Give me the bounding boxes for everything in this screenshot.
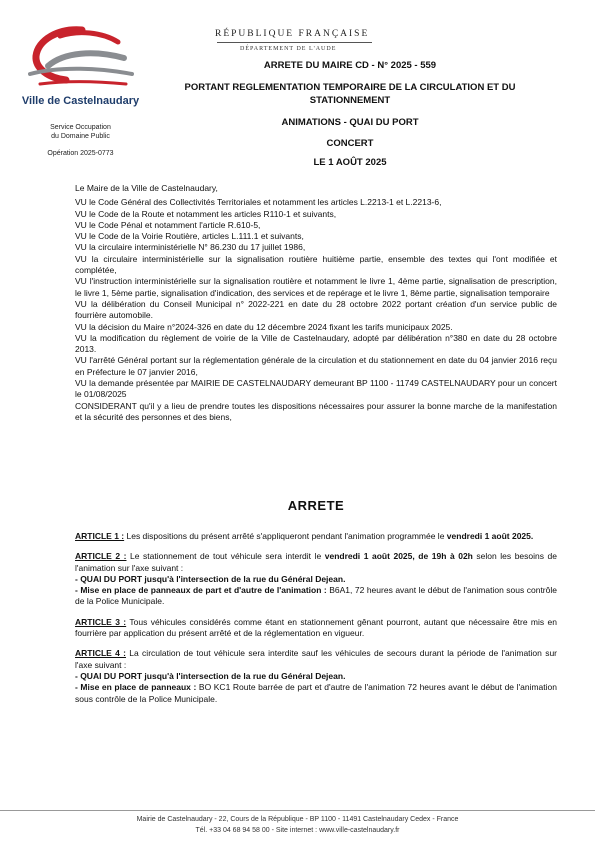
article-3-text: Tous véhicules considérés comme étant en stationnement gênant pourront, autant que nécessaire être mis en fourrière par application du présent arrêté et de la réglementation en vigueur. bbox=[75, 616, 557, 639]
preamble-line: VU le Code de la Voirie Routière, articles L.111.1 et suivants, bbox=[75, 231, 304, 242]
preamble-line: VU la circulaire interministérielle N° 86.230 du 17 juillet 1986, bbox=[75, 242, 306, 253]
preamble-line: VU la modification du règlement de voirie de la Ville de Castelnaudary, adopté par délibération n°380 en date du 28 octobre 2013. bbox=[75, 332, 557, 355]
articles bbox=[75, 531, 557, 705]
department-heading: DÉPARTEMENT DE L'AUDE bbox=[240, 46, 337, 52]
article-4 bbox=[75, 648, 557, 671]
event-date: LE 1 AOÛT 2025 bbox=[313, 157, 387, 168]
article-2-text-2: selon les besoins de l'animation sur l'axe suivant : bbox=[75, 551, 557, 573]
service-line-1: Service Occupation bbox=[50, 124, 111, 131]
preamble-line: VU la circulaire interministérielle sur la signalisation routière huitième partie, ensemble des textes qui l'ont modifiée et complétée, bbox=[75, 253, 557, 276]
event-type: CONCERT bbox=[326, 138, 374, 149]
subject-line-1: PORTANT REGLEMENTATION TEMPORAIRE DE LA CIRCULATION ET DU bbox=[184, 82, 516, 93]
article-1-text: Les dispositions du présent arrêté s'appliqueront pendant l'animation programmée le bbox=[124, 531, 447, 541]
preamble-line: VU la décision du Maire n°2024-326 en date du 12 décembre 2024 fixant les tarifs municipaux 2025. bbox=[75, 321, 453, 332]
operation-number: Opération 2025-0773 bbox=[47, 150, 114, 157]
article-4-axis: - QUAI DU PORT jusqu'à l'intersection de la rue du Général Dejean. bbox=[75, 670, 346, 681]
article-1-label: ARTICLE 1 : bbox=[75, 531, 125, 541]
arrete-number: ARRETE DU MAIRE CD - N° 2025 - 559 bbox=[263, 60, 437, 71]
header-divider bbox=[217, 42, 372, 43]
article-2-axis: - QUAI DU PORT jusqu'à l'intersection de la rue du Général Dejean. bbox=[75, 573, 346, 584]
article-2 bbox=[75, 551, 557, 574]
city-logo-icon bbox=[20, 22, 145, 97]
preamble-line: VU le Code Général des Collectivités Territoriales et notamment les articles L.2213-1 et L.2213-6, bbox=[75, 197, 442, 208]
republic-heading: RÉPUBLIQUE FRANÇAISE bbox=[215, 29, 370, 39]
preamble-line: VU le Code Pénal et notamment l'article R.610-5, bbox=[75, 219, 261, 230]
article-1 bbox=[75, 531, 557, 542]
article-4-signage-label: - Mise en place de panneaux : bbox=[75, 682, 197, 693]
article-1-date: vendredi 1 août 2025. bbox=[446, 531, 534, 541]
event-line: ANIMATIONS - QUAI DU PORT bbox=[281, 117, 419, 128]
article-2-signage-text: B6A1, 72 heures avant le début de l'animation sous contrôle de la Police Municipale. bbox=[75, 585, 557, 607]
article-4-label: ARTICLE 4 : bbox=[75, 648, 126, 659]
article-2-label: ARTICLE 2 : bbox=[75, 551, 127, 562]
article-3-label: ARTICLE 3 : bbox=[75, 616, 127, 627]
article-4-text: La circulation de tout véhicule sera interdite sauf les véhicules de secours durant la période de l'animation sur l'axe suivant : bbox=[75, 648, 557, 670]
preamble-line: Le Maire de la Ville de Castelnaudary, bbox=[75, 183, 218, 193]
preamble-line: VU la demande présentée par MAIRIE DE CASTELNAUDARY demeurant BP 1100 - 11749 CASTELNAUDARY pour un concert le 01/08/2025 bbox=[75, 378, 557, 400]
service-name bbox=[28, 123, 133, 141]
article-4-signage-text: BO KC1 Route barrée de part et d'autre de l'animation 72 heures avant le début de l'animation sous contrôle de la Police Municipale. bbox=[75, 682, 557, 704]
preamble-line: VU l'instruction interministérielle sur la signalisation routière et notamment le livre 1, 4ème partie, signalisation de prescription, le livre 1, 5ème partie, signalisation d'indication, des services et de repérage et le livre 1, 8ème partie, signalisation temporaire bbox=[75, 276, 557, 298]
footer-address: Mairie de Castelnaudary - 22, Cours de la République - BP 1100 - 11491 Castelnaudary Cedex - France bbox=[136, 816, 459, 823]
arrete-title: ARRETE bbox=[287, 498, 345, 513]
article-2-signage-label: - Mise en place de panneaux de part et d'autre de l'animation : bbox=[75, 585, 327, 596]
service-line-2: du Domaine Public bbox=[51, 133, 110, 140]
footer-divider bbox=[0, 810, 595, 811]
subject-line-2: STATIONNEMENT bbox=[309, 95, 391, 106]
preamble-line: VU la délibération du Conseil Municipal n° 2022-221 en date du 28 octobre 2022 portant création d'un service public de fourrière automobile. bbox=[75, 298, 557, 321]
preamble-line: VU le Code de la Route et notamment les articles R110-1 et suivants, bbox=[75, 208, 337, 219]
preamble-line: VU l'arrêté Général portant sur la réglementation générale de la circulation et du stationnement en date du 04 janvier 2016 reçu en Préfecture le 07 janvier 2016, bbox=[75, 355, 557, 377]
article-2-date: vendredi 1 août 2025, de 19h à 02h bbox=[324, 551, 473, 562]
article-2-signage bbox=[75, 585, 557, 608]
article-2-text-1: Le stationnement de tout véhicule sera interdit le bbox=[126, 551, 325, 562]
footer-contact: Tél. +33 04 68 94 58 00 - Site internet : www.ville-castelnaudary.fr bbox=[195, 827, 400, 834]
city-name: Ville de Castelnaudary bbox=[21, 95, 140, 107]
article-4-signage bbox=[75, 682, 557, 705]
article-3 bbox=[75, 617, 557, 640]
preamble-line: CONSIDERANT qu'il y a lieu de prendre toutes les dispositions nécessaires pour assurer la bonne marche de la manifestation et la sécurité des personnes et des biens, bbox=[75, 400, 557, 422]
preamble bbox=[75, 183, 557, 423]
